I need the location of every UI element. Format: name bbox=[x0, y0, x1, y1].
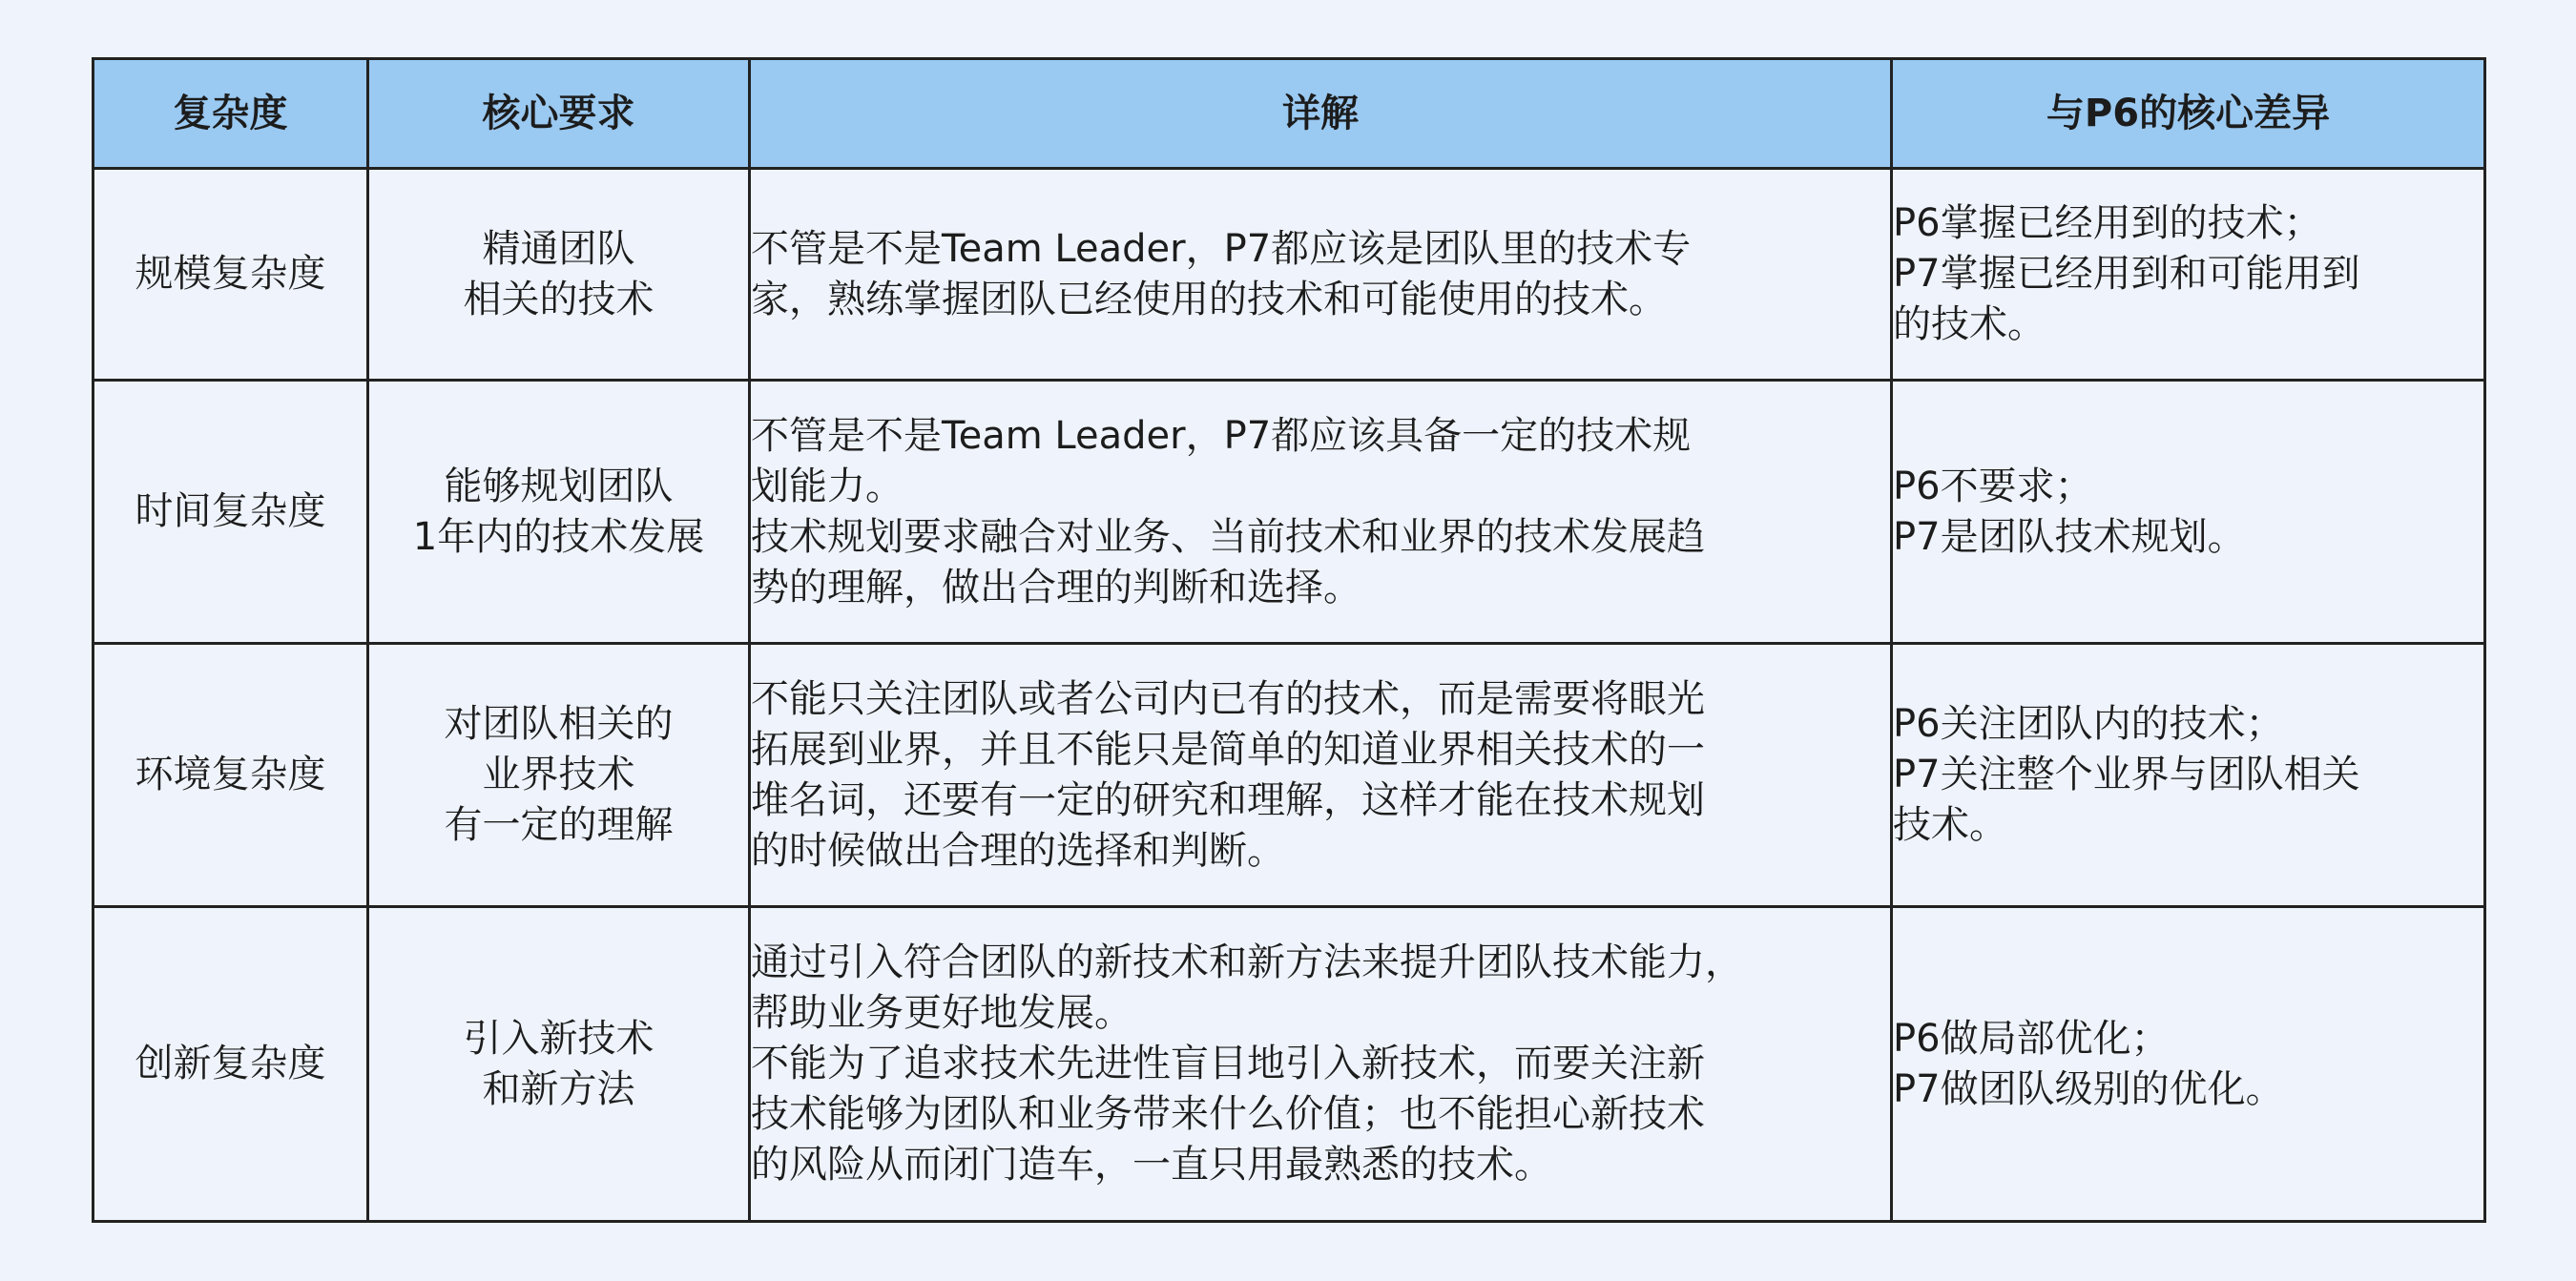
difference-line: P6不要求； bbox=[1893, 464, 2093, 508]
requirement-cell bbox=[368, 381, 750, 644]
difference-cell bbox=[1892, 381, 2485, 644]
detail-line: 家，熟练掌握团队已经使用的技术和可能使用的技术。 bbox=[751, 277, 1667, 321]
table-row bbox=[93, 169, 2485, 381]
difference-cell bbox=[1892, 169, 2485, 381]
dimension-label: 时间复杂度 bbox=[135, 489, 326, 533]
detail-line: 的风险从而闭门造车，一直只用最熟悉的技术。 bbox=[751, 1143, 1552, 1187]
detail-line: 通过引入符合团队的新技术和新方法来提升团队技术能力， bbox=[751, 940, 1743, 984]
requirement-cell bbox=[368, 644, 750, 907]
table-header bbox=[93, 59, 2485, 169]
difference-line: 技术。 bbox=[1893, 803, 2007, 847]
requirement-line: 和新方法 bbox=[482, 1066, 635, 1111]
difference-line: P6做局部优化； bbox=[1893, 1016, 2170, 1061]
requirement-cell bbox=[368, 907, 750, 1222]
difference-line: P6掌握已经用到的技术； bbox=[1893, 201, 2322, 245]
dimension-cell bbox=[93, 907, 368, 1222]
difference-line: P7是团队技术规划。 bbox=[1893, 514, 2246, 559]
dimension-cell bbox=[93, 169, 368, 381]
requirement-cell bbox=[368, 169, 750, 381]
header-difference-from-p6: 与P6的核心差异 bbox=[1892, 59, 2485, 169]
detail-line: 堆名词，还要有一定的研究和理解，这样才能在技术规划 bbox=[751, 777, 1705, 822]
dimension-label: 规模复杂度 bbox=[135, 252, 326, 296]
requirement-line: 对团队相关的 bbox=[444, 702, 674, 746]
requirement-line: 1年内的技术发展 bbox=[412, 514, 705, 559]
detail-line: 势的理解，做出合理的判断和选择。 bbox=[751, 565, 1361, 610]
table-row bbox=[93, 907, 2485, 1222]
difference-cell bbox=[1892, 644, 2485, 907]
detail-line: 帮助业务更好地发展。 bbox=[751, 991, 1132, 1035]
requirement-line: 能够规划团队 bbox=[444, 464, 674, 508]
detail-cell bbox=[750, 907, 1892, 1222]
difference-line: 的技术。 bbox=[1893, 302, 2046, 346]
detail-line: 技术能够为团队和业务带来什么价值；也不能担心新技术 bbox=[751, 1092, 1705, 1136]
dimension-cell bbox=[93, 644, 368, 907]
dimension-cell bbox=[93, 381, 368, 644]
requirement-line: 精通团队 bbox=[482, 226, 635, 271]
complexity-table bbox=[92, 57, 2486, 1223]
difference-line: P6关注团队内的技术； bbox=[1893, 702, 2284, 746]
detail-cell bbox=[750, 169, 1892, 381]
requirement-line: 业界技术 bbox=[482, 753, 635, 796]
detail-line: 划能力。 bbox=[751, 464, 904, 508]
detail-line: 拓展到业界，并且不能只是简单的知道业界相关技术的一 bbox=[751, 727, 1705, 772]
difference-cell bbox=[1892, 907, 2485, 1222]
requirement-line: 有一定的理解 bbox=[444, 803, 674, 847]
table-body bbox=[93, 169, 2485, 1222]
detail-line: 不管是不是Team Leader，P7都应该具备一定的技术规 bbox=[751, 413, 1692, 458]
detail-cell bbox=[750, 381, 1892, 644]
requirement-line: 相关的技术 bbox=[463, 277, 654, 321]
table-row bbox=[93, 644, 2485, 907]
dimension-label: 创新复杂度 bbox=[135, 1042, 326, 1085]
detail-line: 技术规划要求融合对业务、当前技术和业界的技术发展趋 bbox=[751, 514, 1705, 559]
requirement-line: 引入新技术 bbox=[463, 1016, 654, 1061]
difference-line: P7关注整个业界与团队相关 bbox=[1893, 753, 2360, 796]
detail-line: 不管是不是Team Leader，P7都应该是团队里的技术专 bbox=[751, 226, 1692, 271]
detail-cell bbox=[750, 644, 1892, 907]
dimension-label: 环境复杂度 bbox=[135, 753, 326, 796]
header-complexity: 复杂度 bbox=[93, 59, 368, 169]
header-detail: 详解 bbox=[750, 59, 1892, 169]
difference-line: P7做团队级别的优化。 bbox=[1893, 1066, 2284, 1111]
table-row bbox=[93, 381, 2485, 644]
detail-line: 的时候做出合理的选择和判断。 bbox=[751, 828, 1285, 873]
detail-line: 不能为了追求技术先进性盲目地引入新技术，而要关注新 bbox=[751, 1042, 1705, 1085]
header-row bbox=[93, 59, 2485, 169]
detail-line: 不能只关注团队或者公司内已有的技术，而是需要将眼光 bbox=[751, 676, 1705, 721]
header-core-requirement: 核心要求 bbox=[368, 59, 750, 169]
difference-line: P7掌握已经用到和可能用到 bbox=[1893, 252, 2360, 296]
